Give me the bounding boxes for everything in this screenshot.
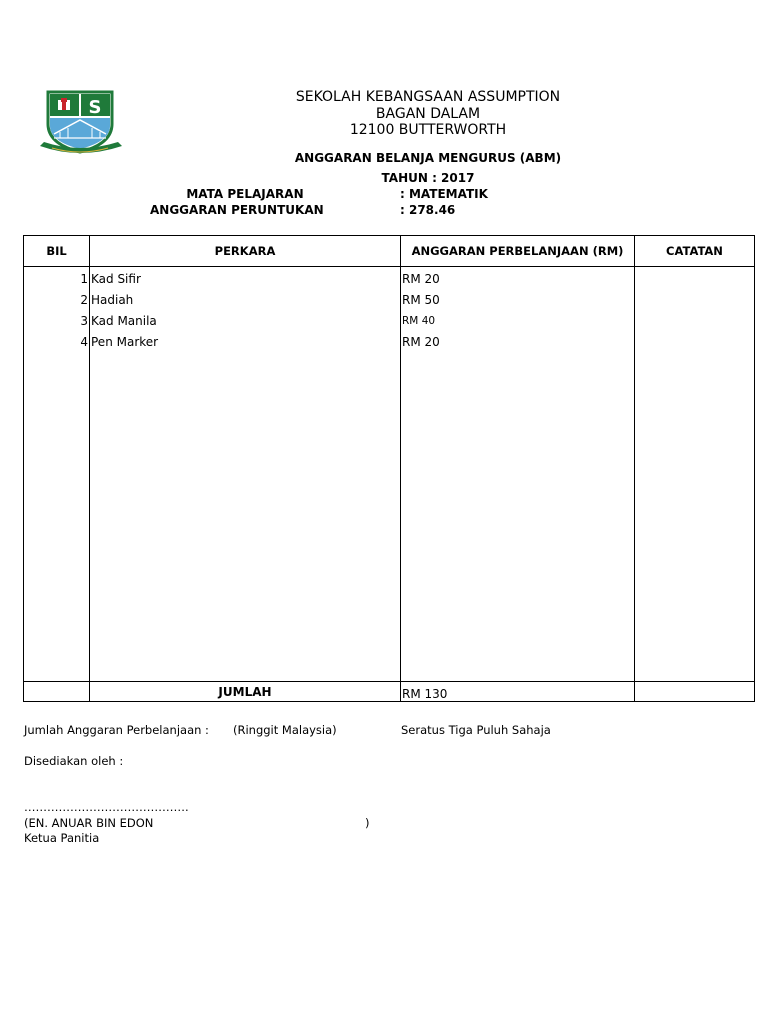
header-catatan: CATATAN [635,236,755,267]
header-perkara: PERKARA [90,236,401,267]
header-bil: BIL [24,236,90,267]
subject-label: MATA PELAJARAN [186,187,304,201]
currency-note: (Ringgit Malaysia) [233,723,337,737]
allocation-label: ANGGARAN PERUNTUKAN [150,203,324,217]
total-words-value: Seratus Tiga Puluh Sahaja [401,723,551,737]
header-anggaran: ANGGARAN PERBELANJAAN (RM) [401,236,635,267]
school-area: BAGAN DALAM [375,105,481,122]
catatan-column [635,267,755,682]
row-anggaran: RM 20 [402,335,440,349]
school-name: SEKOLAH KEBANGSAAN ASSUMPTION [295,89,561,105]
perkara-column [90,267,401,682]
preparer-position: Ketua Panitia [24,831,100,845]
row-bil: 3 [80,314,88,328]
school-postcode-city: 12100 BUTTERWORTH [349,122,507,138]
signature-line: ……………………………………. [24,800,189,814]
row-perkara: Kad Manila [91,314,157,328]
emblem-letter: S [88,97,102,118]
allocation-value: : 278.46 [400,203,456,217]
anggaran-column [401,267,635,682]
total-words-label: Jumlah Anggaran Perbelanjaan : [24,723,209,737]
school-logo [38,88,124,160]
subject-value: : MATEMATIK [400,187,488,201]
row-perkara: Pen Marker [91,335,159,349]
row-anggaran: RM 40 [402,315,436,327]
preparer-name-close: ) [365,816,370,830]
row-bil: 4 [80,335,88,349]
document-title: ANGGARAN BELANJA MENGURUS (ABM) [294,151,562,165]
table-header-row [24,236,755,267]
row-bil: 2 [80,293,88,307]
row-perkara: Hadiah [91,293,134,307]
total-row [24,682,755,702]
budget-table [23,235,755,702]
school-crest-icon [38,88,124,160]
bil-column [24,267,90,682]
row-bil: 1 [80,272,88,286]
table-body-row [24,267,755,682]
document-year: TAHUN : 2017 [381,171,475,185]
total-label: JUMLAH [90,682,401,702]
total-value: RM 130 [401,682,635,702]
prepared-by-label: Disediakan oleh : [24,754,124,768]
preparer-name: (EN. ANUAR BIN EDON [24,816,154,830]
row-anggaran: RM 20 [402,272,440,286]
row-perkara: Kad Sifir [91,272,141,286]
row-anggaran: RM 50 [402,293,440,307]
